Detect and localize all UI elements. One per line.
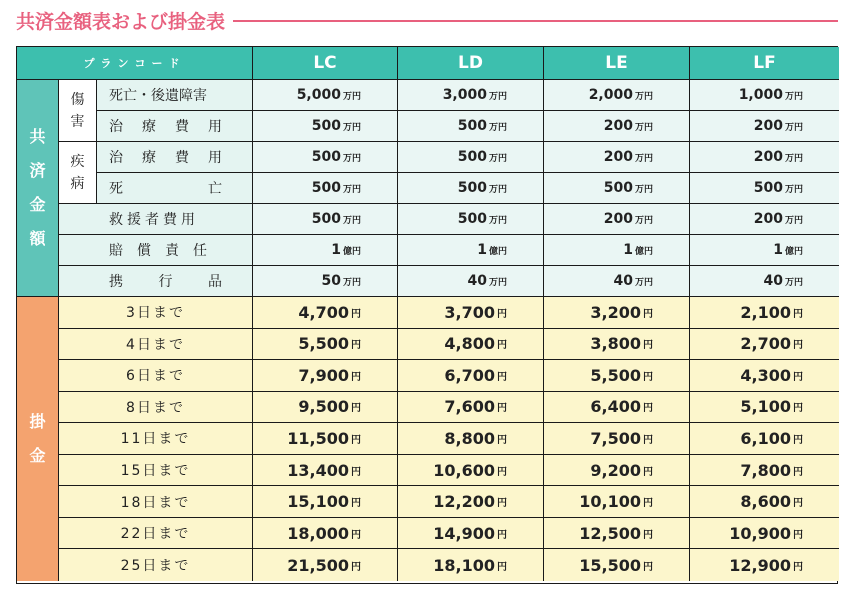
value-number: 50: [321, 273, 341, 289]
fee-unit: 円: [497, 434, 507, 446]
coverage-label-illness-treatment: 治 療 費 用: [97, 142, 253, 173]
fee-value: [398, 486, 544, 518]
coverage-value: [544, 142, 690, 173]
fee-unit: 円: [643, 466, 653, 478]
fee-unit: 円: [643, 340, 653, 352]
fee-days-label: 11日まで: [59, 423, 253, 455]
category-injury: 傷 害: [59, 80, 97, 142]
fee-days-label: 6日まで: [59, 360, 253, 392]
value-unit: 万円: [634, 215, 653, 226]
fee-value: [690, 455, 839, 487]
coverage-label-illness-death: 死 亡: [97, 173, 253, 204]
fee-unit: 円: [793, 434, 803, 446]
coverage-value: [544, 204, 690, 235]
fee-number: 7,600: [444, 397, 495, 417]
fee-number: 8,800: [444, 428, 495, 448]
coverage-value: [253, 266, 398, 297]
fee-unit: 円: [643, 434, 653, 446]
value-number: 500: [311, 149, 341, 165]
coverage-value: [690, 266, 839, 297]
value-number: 500: [457, 149, 487, 165]
value-number: 500: [311, 211, 341, 227]
fee-number: 7,800: [740, 460, 791, 480]
value-number: 500: [753, 180, 783, 196]
fee-value: [253, 360, 398, 392]
fee-side-label: 掛 金: [17, 297, 59, 581]
coverage-value: [544, 111, 690, 142]
fee-value: [690, 423, 839, 455]
value-number: 1,000: [738, 87, 783, 103]
fee-number: 12,900: [729, 555, 791, 575]
coverage-value: [690, 173, 839, 204]
value-unit: 万円: [634, 122, 653, 133]
fee-number: 5,500: [298, 334, 349, 354]
coverage-label-rescuer-costs: 救援者費用: [59, 204, 253, 235]
coverage-value: [398, 173, 544, 204]
fee-unit: 円: [351, 561, 361, 573]
value-unit: 万円: [342, 277, 361, 288]
fee-unit: 円: [497, 529, 507, 541]
fee-value: [398, 392, 544, 424]
fee-days-label: 18日まで: [59, 486, 253, 518]
value-number: 200: [603, 118, 633, 134]
fee-value: [544, 455, 690, 487]
fee-number: 6,100: [740, 428, 791, 448]
fee-value: [398, 360, 544, 392]
value-unit: 億円: [342, 246, 361, 257]
fee-number: 5,500: [590, 365, 641, 385]
value-number: 1: [623, 242, 633, 258]
fee-value: [544, 423, 690, 455]
value-number: 1: [773, 242, 783, 258]
fee-unit: 円: [497, 561, 507, 573]
fee-number: 21,500: [287, 555, 349, 575]
fee-unit: 円: [643, 561, 653, 573]
coverage-value: [398, 266, 544, 297]
fee-value: [544, 518, 690, 550]
fee-number: 12,200: [433, 492, 495, 512]
coverage-value: [253, 111, 398, 142]
coverage-value: [544, 80, 690, 111]
fee-unit: 円: [643, 529, 653, 541]
value-unit: 万円: [784, 91, 803, 102]
fee-number: 9,500: [298, 397, 349, 417]
coverage-value: [398, 204, 544, 235]
fee-unit: 円: [351, 498, 361, 510]
value-number: 1: [477, 242, 487, 258]
value-unit: 億円: [488, 246, 507, 257]
plan-header-lf: LF: [690, 47, 839, 80]
value-number: 40: [613, 273, 633, 289]
value-number: 500: [457, 211, 487, 227]
coverage-value: [253, 204, 398, 235]
fee-unit: 円: [351, 403, 361, 415]
fee-number: 3,700: [444, 302, 495, 322]
value-number: 40: [467, 273, 487, 289]
fee-number: 6,400: [590, 397, 641, 417]
coverage-label-belongings: 携 行 品: [59, 266, 253, 297]
value-unit: 万円: [488, 215, 507, 226]
fee-number: 3,800: [590, 334, 641, 354]
value-unit: 万円: [784, 277, 803, 288]
fee-number: 5,100: [740, 397, 791, 417]
fee-unit: 円: [351, 434, 361, 446]
fee-value: [544, 392, 690, 424]
value-unit: 万円: [488, 91, 507, 102]
fee-value: [253, 329, 398, 361]
fee-number: 6,700: [444, 365, 495, 385]
value-unit: 億円: [784, 246, 803, 257]
value-unit: 億円: [634, 246, 653, 257]
fee-value: [544, 360, 690, 392]
coverage-side-label: 共 済 金 額: [17, 80, 59, 297]
fee-number: 4,700: [298, 302, 349, 322]
value-unit: 万円: [488, 184, 507, 195]
fee-unit: 円: [643, 403, 653, 415]
fee-unit: 円: [793, 340, 803, 352]
value-number: 500: [311, 118, 341, 134]
fee-number: 8,600: [740, 492, 791, 512]
fee-number: 2,100: [740, 302, 791, 322]
fee-value: [398, 423, 544, 455]
fee-value: [398, 455, 544, 487]
fee-value: [544, 549, 690, 581]
fee-value: [690, 518, 839, 550]
fee-days-label: 4日まで: [59, 329, 253, 361]
fee-days-label: 3日まで: [59, 297, 253, 329]
coverage-value: [690, 235, 839, 266]
fee-number: 10,900: [729, 523, 791, 543]
plan-header-ld: LD: [398, 47, 544, 80]
fee-value: [398, 329, 544, 361]
value-unit: 万円: [634, 91, 653, 102]
fee-unit: 円: [793, 308, 803, 320]
value-unit: 万円: [342, 91, 361, 102]
coverage-value: [690, 111, 839, 142]
fee-number: 11,500: [287, 428, 349, 448]
fee-unit: 円: [351, 529, 361, 541]
fee-unit: 円: [351, 466, 361, 478]
coverage-value: [253, 80, 398, 111]
fee-unit: 円: [793, 403, 803, 415]
fee-number: 13,400: [287, 460, 349, 480]
fee-value: [253, 297, 398, 329]
fee-value: [253, 392, 398, 424]
plan-header-le: LE: [544, 47, 690, 80]
fee-number: 15,500: [579, 555, 641, 575]
coverage-label-death-disability: 死亡・後遺障害: [97, 80, 253, 111]
fee-unit: 円: [793, 466, 803, 478]
fee-value: [253, 455, 398, 487]
fee-unit: 円: [793, 498, 803, 510]
value-number: 1: [331, 242, 341, 258]
fee-number: 7,900: [298, 365, 349, 385]
fee-number: 9,200: [590, 460, 641, 480]
coverage-value: [690, 204, 839, 235]
fee-number: 4,300: [740, 365, 791, 385]
value-number: 200: [753, 149, 783, 165]
value-number: 200: [603, 149, 633, 165]
fee-unit: 円: [497, 466, 507, 478]
fee-days-label: 8日まで: [59, 392, 253, 424]
fee-number: 14,900: [433, 523, 495, 543]
value-unit: 万円: [342, 122, 361, 133]
coverage-value: [398, 142, 544, 173]
fee-number: 10,600: [433, 460, 495, 480]
fee-unit: 円: [793, 371, 803, 383]
fee-value: [253, 486, 398, 518]
coverage-value: [398, 235, 544, 266]
fee-value: [690, 360, 839, 392]
value-number: 40: [763, 273, 783, 289]
coverage-value: [253, 235, 398, 266]
fee-value: [544, 329, 690, 361]
coverage-value: [544, 266, 690, 297]
value-number: 500: [311, 180, 341, 196]
title-rule: [233, 20, 838, 22]
value-unit: 万円: [634, 184, 653, 195]
value-unit: 万円: [784, 184, 803, 195]
fee-unit: 円: [643, 498, 653, 510]
fee-unit: 円: [497, 340, 507, 352]
fee-number: 4,800: [444, 334, 495, 354]
coverage-label-liability: 賠償責任: [59, 235, 253, 266]
value-unit: 万円: [342, 184, 361, 195]
fee-unit: 円: [643, 308, 653, 320]
fee-unit: 円: [497, 371, 507, 383]
fee-number: 18,100: [433, 555, 495, 575]
fee-value: [690, 549, 839, 581]
fee-unit: 円: [497, 403, 507, 415]
value-unit: 万円: [342, 215, 361, 226]
value-number: 500: [603, 180, 633, 196]
value-number: 2,000: [588, 87, 633, 103]
value-unit: 万円: [634, 153, 653, 164]
fee-unit: 円: [351, 308, 361, 320]
fee-days-label: 22日まで: [59, 518, 253, 550]
value-number: 200: [603, 211, 633, 227]
fee-unit: 円: [793, 529, 803, 541]
coverage-label-injury-treatment: 治 療 費 用: [97, 111, 253, 142]
fee-value: [690, 297, 839, 329]
coverage-value: [398, 111, 544, 142]
value-number: 5,000: [296, 87, 341, 103]
value-number: 200: [753, 211, 783, 227]
fee-value: [690, 486, 839, 518]
fee-value: [544, 297, 690, 329]
fee-value: [398, 518, 544, 550]
fee-unit: 円: [793, 561, 803, 573]
fee-unit: 円: [643, 371, 653, 383]
plan-code-header: プランコード: [17, 47, 253, 80]
coverage-value: [690, 80, 839, 111]
fee-number: 7,500: [590, 428, 641, 448]
fee-days-label: 25日まで: [59, 549, 253, 581]
fee-unit: 円: [497, 308, 507, 320]
coverage-value: [690, 142, 839, 173]
value-unit: 万円: [784, 153, 803, 164]
coverage-value: [253, 142, 398, 173]
fee-value: [544, 486, 690, 518]
fee-value: [398, 297, 544, 329]
value-unit: 万円: [488, 153, 507, 164]
value-number: 500: [457, 180, 487, 196]
plan-table: [16, 46, 838, 584]
value-unit: 万円: [634, 277, 653, 288]
fee-unit: 円: [351, 371, 361, 383]
fee-unit: 円: [351, 340, 361, 352]
coverage-value: [398, 80, 544, 111]
page-title: 共済金額表および掛金表: [16, 10, 226, 33]
value-number: 500: [457, 118, 487, 134]
fee-days-label: 15日まで: [59, 455, 253, 487]
value-unit: 万円: [342, 153, 361, 164]
fee-value: [253, 549, 398, 581]
fee-number: 15,100: [287, 492, 349, 512]
value-unit: 万円: [784, 215, 803, 226]
fee-number: 10,100: [579, 492, 641, 512]
fee-value: [690, 392, 839, 424]
value-number: 3,000: [442, 87, 487, 103]
fee-value: [253, 518, 398, 550]
coverage-value: [253, 173, 398, 204]
category-illness: 疾 病: [59, 142, 97, 204]
fee-value: [690, 329, 839, 361]
fee-number: 3,200: [590, 302, 641, 322]
value-unit: 万円: [488, 277, 507, 288]
fee-unit: 円: [497, 498, 507, 510]
fee-value: [398, 549, 544, 581]
value-number: 200: [753, 118, 783, 134]
fee-number: 12,500: [579, 523, 641, 543]
coverage-value: [544, 173, 690, 204]
plan-header-lc: LC: [253, 47, 398, 80]
fee-number: 18,000: [287, 523, 349, 543]
value-unit: 万円: [488, 122, 507, 133]
fee-value: [253, 423, 398, 455]
title-row: [16, 6, 838, 34]
coverage-value: [544, 235, 690, 266]
value-unit: 万円: [784, 122, 803, 133]
fee-number: 2,700: [740, 334, 791, 354]
